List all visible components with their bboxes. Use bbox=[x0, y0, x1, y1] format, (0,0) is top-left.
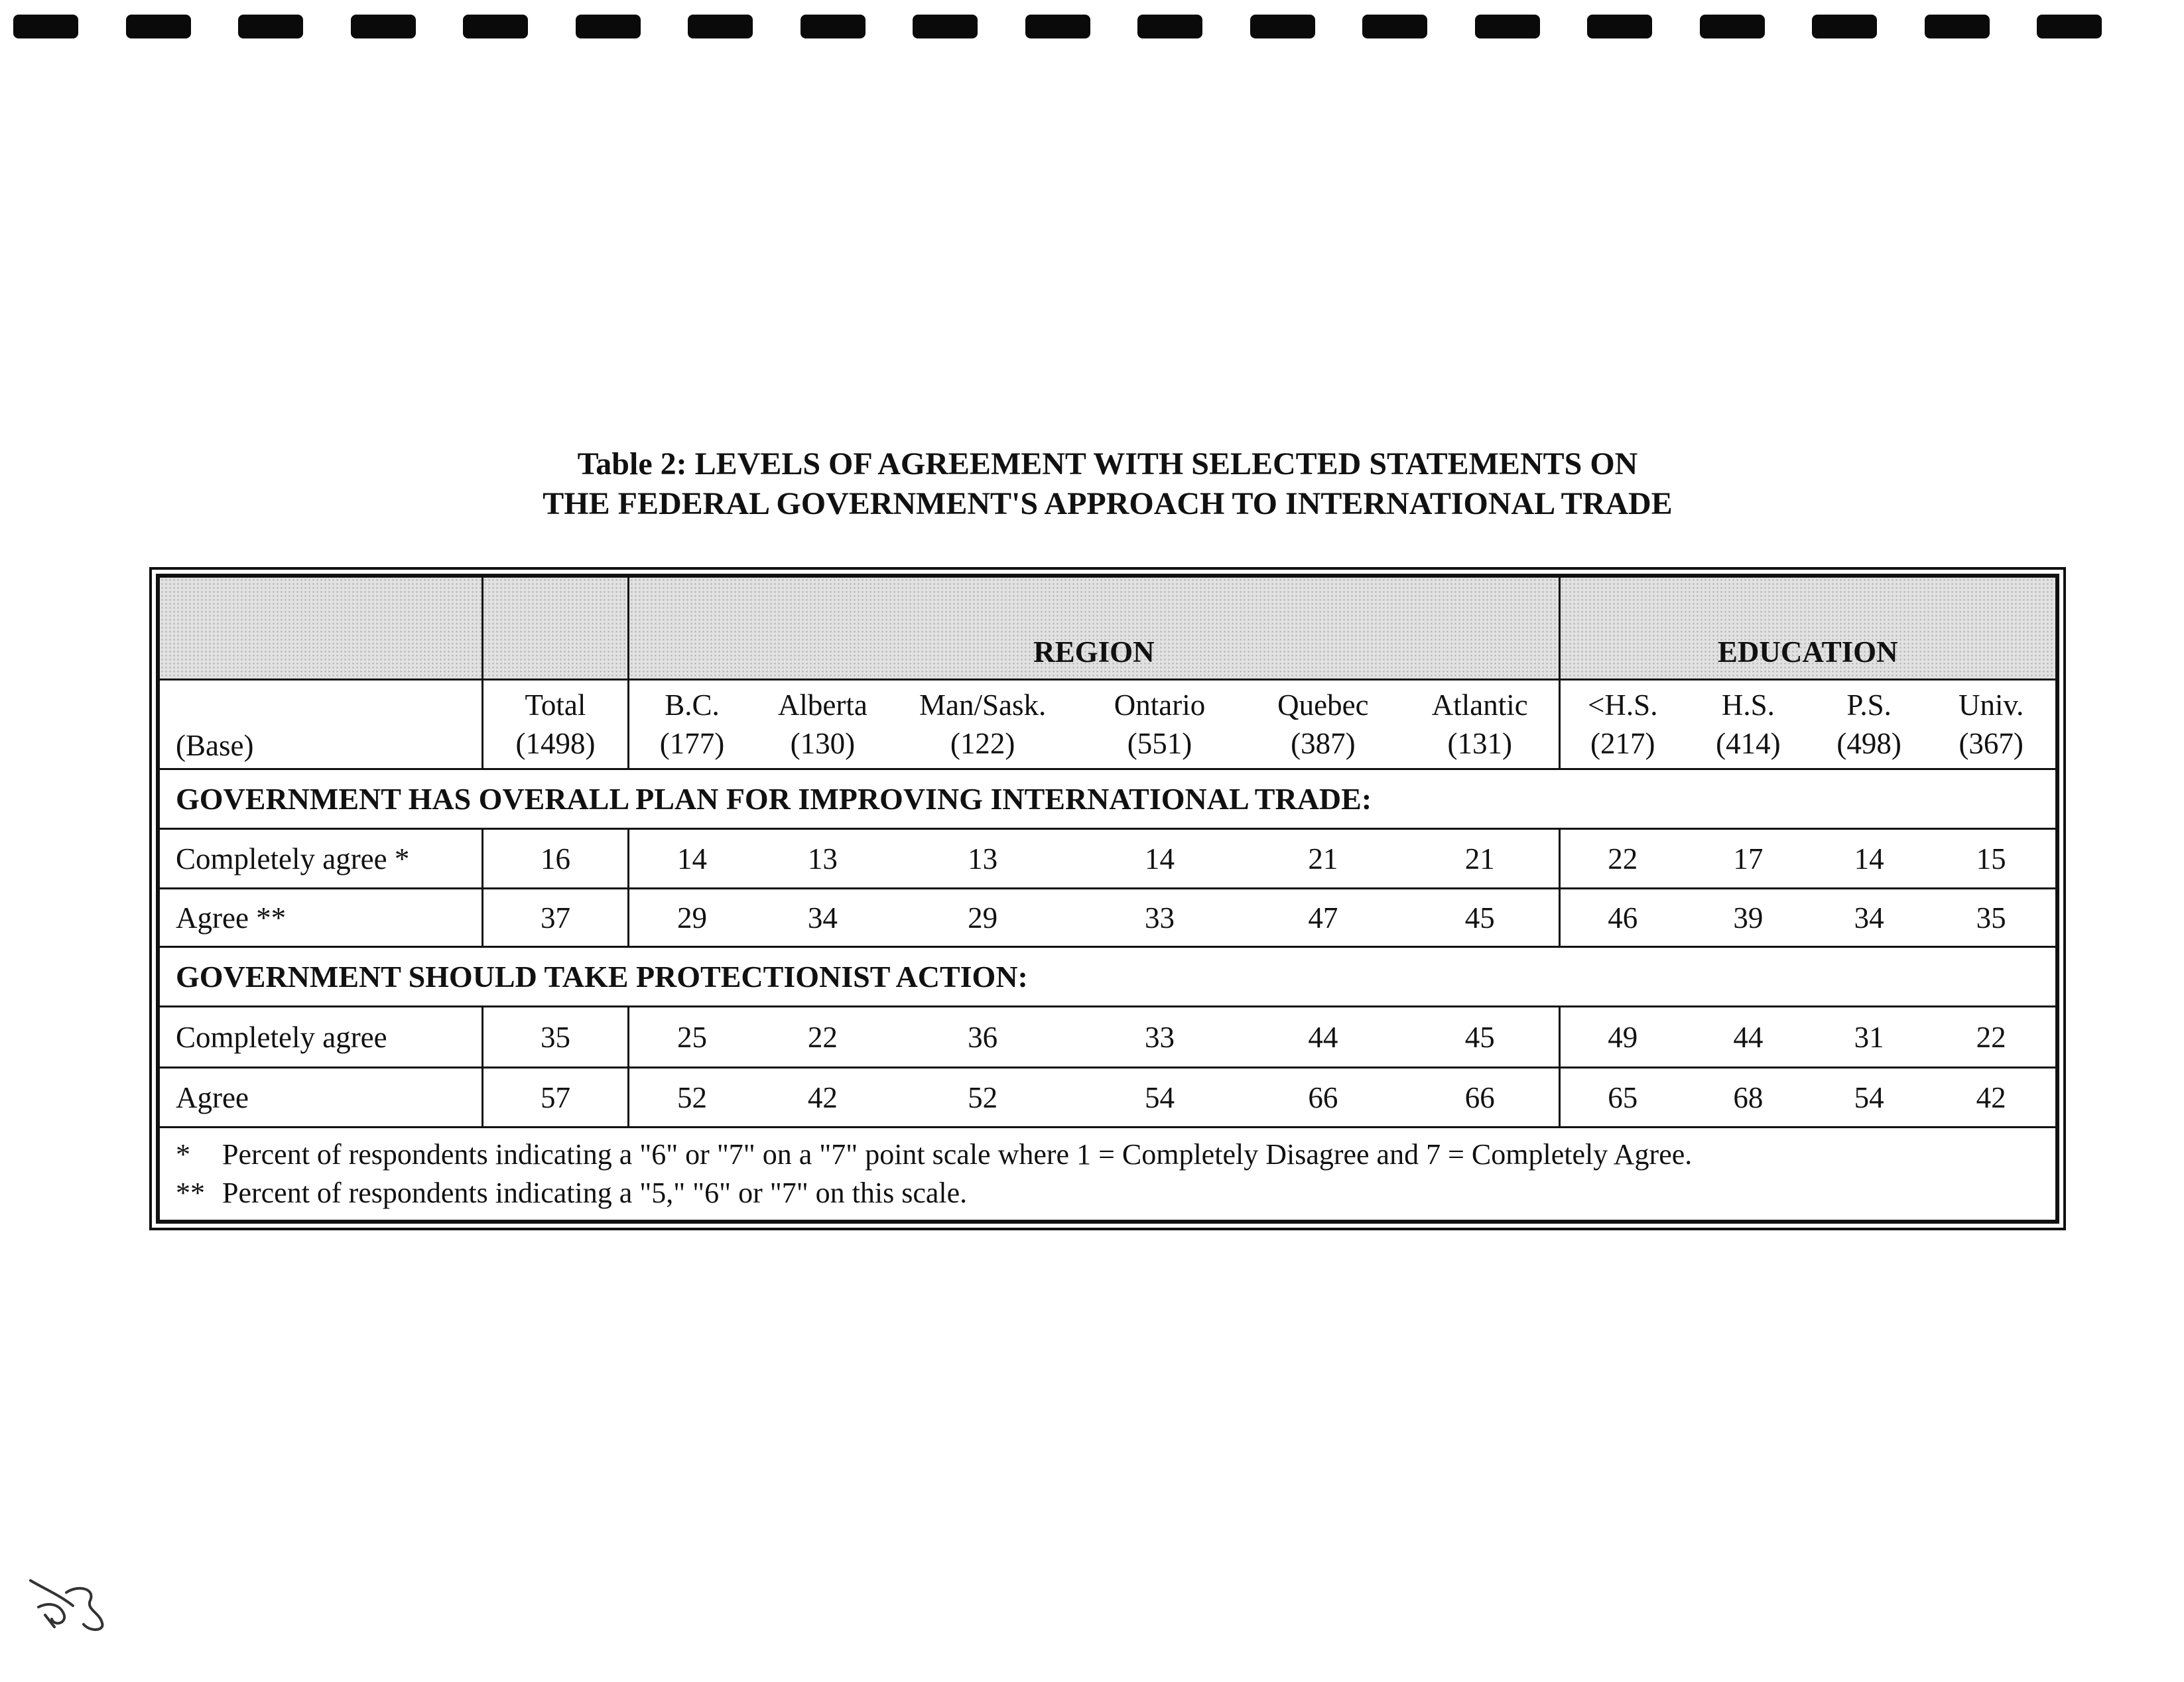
punch-hole bbox=[2037, 15, 2102, 38]
cell-quebec: 47 bbox=[1245, 889, 1401, 947]
cell-hs: 17 bbox=[1685, 829, 1811, 889]
table-frame bbox=[149, 567, 2066, 1230]
shaded-label-cell bbox=[159, 577, 483, 680]
section-heading-plan: GOVERNMENT HAS OVERALL PLAN FOR IMPROVING INTERNATIONAL TRADE: bbox=[159, 769, 2057, 829]
cell-quebec: 21 bbox=[1245, 829, 1401, 889]
cell-ps: 31 bbox=[1811, 1007, 1927, 1068]
section-heading-row bbox=[159, 769, 2057, 829]
cell-total: 37 bbox=[482, 889, 629, 947]
col-base: (131) bbox=[1447, 727, 1512, 760]
col-header-ps bbox=[1811, 680, 1927, 769]
col-base: (551) bbox=[1127, 727, 1192, 760]
col-header-less-hs bbox=[1559, 680, 1685, 769]
handwritten-page-mark bbox=[25, 1549, 118, 1635]
punch-hole bbox=[351, 15, 416, 38]
punch-hole bbox=[1475, 15, 1540, 38]
cell-ontario: 33 bbox=[1074, 1007, 1245, 1068]
group-header-row bbox=[159, 577, 2057, 680]
col-base: (217) bbox=[1590, 727, 1655, 760]
punch-hole bbox=[238, 15, 303, 38]
cell-atlantic: 66 bbox=[1401, 1068, 1559, 1128]
cell-ps: 54 bbox=[1811, 1068, 1927, 1128]
table-row bbox=[159, 1007, 2057, 1068]
punch-hole-strip bbox=[13, 15, 2136, 41]
cell-total: 57 bbox=[482, 1068, 629, 1128]
cell-hs: 39 bbox=[1685, 889, 1811, 947]
punch-hole bbox=[1137, 15, 1202, 38]
cell-less-hs: 22 bbox=[1559, 829, 1685, 889]
cell-hs: 68 bbox=[1685, 1068, 1811, 1128]
punch-hole bbox=[1700, 15, 1765, 38]
cell-atlantic: 21 bbox=[1401, 829, 1559, 889]
punch-hole bbox=[1925, 15, 1990, 38]
column-header-row bbox=[159, 680, 2057, 769]
cell-less-hs: 49 bbox=[1559, 1007, 1685, 1068]
footnotes-row bbox=[159, 1128, 2057, 1221]
cell-univ: 35 bbox=[1927, 889, 2056, 947]
col-name: Atlantic bbox=[1431, 688, 1528, 722]
table-inner-border bbox=[156, 574, 2059, 1224]
footnotes bbox=[159, 1128, 2057, 1221]
punch-hole bbox=[801, 15, 866, 38]
row-label: Completely agree bbox=[159, 1007, 483, 1068]
col-name: B.C. bbox=[665, 688, 720, 722]
col-base: (177) bbox=[659, 727, 725, 760]
table-row bbox=[159, 829, 2057, 889]
col-base: (387) bbox=[1291, 727, 1356, 760]
punch-hole bbox=[1250, 15, 1315, 38]
col-base: (414) bbox=[1716, 727, 1781, 760]
cell-univ: 22 bbox=[1927, 1007, 2056, 1068]
region-header: REGION bbox=[629, 577, 1559, 680]
footnote-text: Percent of respondents indicating a "5," "6" or "7" on this scale. bbox=[222, 1177, 968, 1209]
col-header-bc bbox=[629, 680, 755, 769]
col-header-ontario bbox=[1074, 680, 1245, 769]
footnote-2 bbox=[176, 1174, 2055, 1212]
footnote-1 bbox=[176, 1135, 2055, 1174]
cell-univ: 15 bbox=[1927, 829, 2056, 889]
cell-less-hs: 46 bbox=[1559, 889, 1685, 947]
row-label: Agree bbox=[159, 1068, 483, 1128]
punch-hole bbox=[13, 15, 78, 38]
col-name: <H.S. bbox=[1588, 688, 1658, 722]
col-name: Univ. bbox=[1959, 688, 2024, 722]
col-base: (122) bbox=[950, 727, 1015, 760]
cell-quebec: 66 bbox=[1245, 1068, 1401, 1128]
cell-ps: 34 bbox=[1811, 889, 1927, 947]
table-row bbox=[159, 1068, 2057, 1128]
cell-man-sask: 29 bbox=[891, 889, 1074, 947]
punch-hole bbox=[463, 15, 528, 38]
title-line-2: THE FEDERAL GOVERNMENT'S APPROACH TO INTERNATIONAL TRADE bbox=[543, 486, 1673, 521]
cell-alberta: 42 bbox=[755, 1068, 891, 1128]
col-base: (130) bbox=[790, 727, 856, 760]
cell-man-sask: 13 bbox=[891, 829, 1074, 889]
education-header: EDUCATION bbox=[1559, 577, 2056, 680]
col-header-atlantic bbox=[1401, 680, 1559, 769]
cell-hs: 44 bbox=[1685, 1007, 1811, 1068]
cell-alberta: 22 bbox=[755, 1007, 891, 1068]
cell-alberta: 34 bbox=[755, 889, 891, 947]
cell-alberta: 13 bbox=[755, 829, 891, 889]
table-title bbox=[398, 444, 1817, 524]
punch-hole bbox=[126, 15, 191, 38]
cell-man-sask: 52 bbox=[891, 1068, 1074, 1128]
cell-total: 16 bbox=[482, 829, 629, 889]
col-header-hs bbox=[1685, 680, 1811, 769]
cell-less-hs: 65 bbox=[1559, 1068, 1685, 1128]
punch-hole bbox=[1587, 15, 1652, 38]
footnote-text: Percent of respondents indicating a "6" or "7" on a "7" point scale where 1 = Completely Disagree and 7 = Completely Agree. bbox=[222, 1138, 1693, 1171]
col-base: (498) bbox=[1836, 727, 1901, 760]
shaded-total-cell bbox=[482, 577, 629, 680]
cell-total: 35 bbox=[482, 1007, 629, 1068]
cell-man-sask: 36 bbox=[891, 1007, 1074, 1068]
cell-bc: 52 bbox=[629, 1068, 755, 1128]
col-base: (367) bbox=[1959, 727, 2023, 760]
col-base: (1498) bbox=[515, 727, 596, 760]
footnote-mark: * bbox=[176, 1138, 190, 1171]
punch-hole bbox=[1025, 15, 1090, 38]
footnote-mark: ** bbox=[176, 1177, 205, 1209]
col-header-total bbox=[482, 680, 629, 769]
col-header-alberta bbox=[755, 680, 891, 769]
punch-hole bbox=[576, 15, 641, 38]
cell-ps: 14 bbox=[1811, 829, 1927, 889]
title-line-1: Table 2: LEVELS OF AGREEMENT WITH SELECTED STATEMENTS ON bbox=[577, 446, 1638, 482]
cell-ontario: 33 bbox=[1074, 889, 1245, 947]
section-heading-protectionist: GOVERNMENT SHOULD TAKE PROTECTIONIST ACTION: bbox=[159, 947, 2057, 1007]
cell-atlantic: 45 bbox=[1401, 889, 1559, 947]
col-name: H.S. bbox=[1721, 688, 1775, 722]
row-label: Agree ** bbox=[159, 889, 483, 947]
punch-hole bbox=[1812, 15, 1877, 38]
punch-hole bbox=[1362, 15, 1427, 38]
col-name: Alberta bbox=[777, 688, 867, 722]
base-label: (Base) bbox=[159, 680, 483, 769]
cell-univ: 42 bbox=[1927, 1068, 2056, 1128]
col-name: Man/Sask. bbox=[919, 688, 1047, 722]
cell-bc: 25 bbox=[629, 1007, 755, 1068]
row-label: Completely agree * bbox=[159, 829, 483, 889]
punch-hole bbox=[913, 15, 978, 38]
col-name: Quebec bbox=[1277, 688, 1369, 722]
col-name: Total bbox=[525, 688, 586, 722]
agreement-table bbox=[158, 576, 2057, 1222]
col-header-man-sask bbox=[891, 680, 1074, 769]
cell-quebec: 44 bbox=[1245, 1007, 1401, 1068]
punch-hole bbox=[688, 15, 753, 38]
table-row bbox=[159, 889, 2057, 947]
col-header-univ bbox=[1927, 680, 2056, 769]
cell-bc: 14 bbox=[629, 829, 755, 889]
col-header-quebec bbox=[1245, 680, 1401, 769]
cell-ontario: 14 bbox=[1074, 829, 1245, 889]
col-name: Ontario bbox=[1114, 688, 1206, 722]
section-heading-row bbox=[159, 947, 2057, 1007]
cell-ontario: 54 bbox=[1074, 1068, 1245, 1128]
cell-atlantic: 45 bbox=[1401, 1007, 1559, 1068]
col-name: P.S. bbox=[1846, 688, 1892, 722]
cell-bc: 29 bbox=[629, 889, 755, 947]
